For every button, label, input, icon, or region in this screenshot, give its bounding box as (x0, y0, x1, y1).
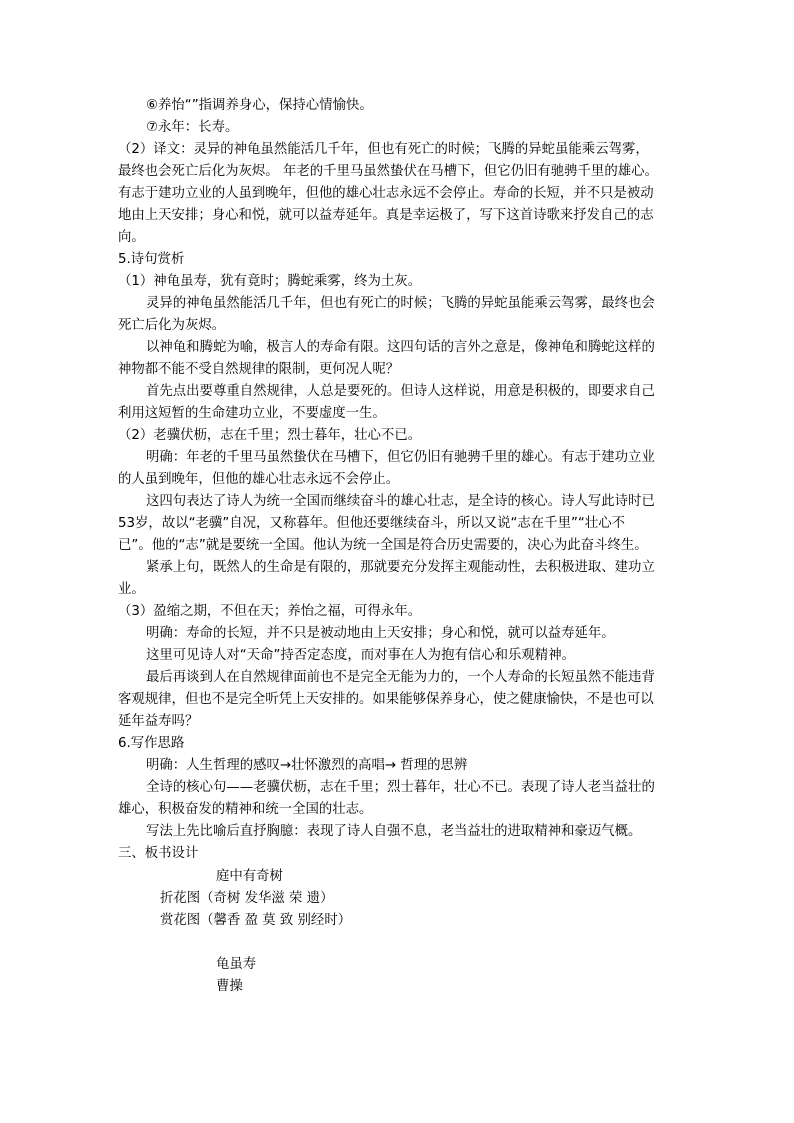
verse-1-paragraph-3b: 利用这短暂的生命建功立业，不要虚度一生。 (118, 406, 386, 421)
verse-1-paragraph-3a: 首先点出要尊重自然规律，人总是要死的。但诗人这样说，用意是积极的，即要求自己 (146, 384, 655, 399)
verse-1-paragraph-1a: 灵异的神龟虽然能活几千年，但也有死亡的时候；飞腾的异蛇虽能乘云驾雾，最终也会 (146, 296, 655, 311)
verse-1-heading: （1）神龟虽寿，犹有竟时；腾蛇乘雾，终为土灰。 (118, 274, 422, 289)
board-title: 庭中有奇树 (216, 869, 283, 884)
verse-3-paragraph-1: 明确：寿命的长短，并不只是被动地由上天安排；身心和悦，就可以益寿延年。 (146, 626, 615, 641)
verse-3-heading: （3）盈缩之期，不但在天；养怡之福，可得永年。 (118, 604, 422, 619)
verse-1-paragraph-2a: 以神龟和腾蛇为喻，极言人的寿命有限。这四句话的言外之意是，像神龟和腾蛇这样的 (146, 340, 655, 355)
verse-2-paragraph-1a: 明确：年老的千里马虽然蛰伏在马槽下，但它仍旧有驰骋千里的雄心。有志于建功立业 (146, 450, 655, 465)
verse-3-paragraph-2: 这里可见诗人对“天命”持否定态度，而对事在人为抱有信心和乐观精神。 (146, 648, 575, 663)
translation-line-5: 向。 (118, 230, 145, 245)
board-line-2: 赏花图（馨香 盈 莫 致 别经时） (160, 913, 352, 928)
board-line-1: 折花图（奇树 发华滋 荣 遗） (160, 891, 334, 906)
verse-2-heading: （2）老骥伏枥，志在千里；烈士暮年，壮心不已。 (118, 428, 422, 443)
verse-2-paragraph-2a: 这四句表达了诗人为统一全国而继续奋斗的雄心壮志，是全诗的核心。诗人写此诗时已 (146, 494, 655, 509)
note-line-6: ⑥养怡“”指调养身心，保持心情愉快。 (146, 98, 373, 113)
verse-1-paragraph-2b: 神物都不能不受自然规律的限制，更何况人呢？ (118, 362, 400, 377)
verse-3-paragraph-3c: 延年益寿吗？ (118, 714, 199, 729)
verse-2-paragraph-1b: 的人虽到晚年，但他的雄心壮志永远不会停止。 (118, 472, 400, 487)
next-poem-title: 龟虽寿 (216, 957, 257, 972)
verse-3-paragraph-3b: 客观规律，但也不是完全听凭上天安排的。如果能够保养身心，使之健康愉快，不是也可以 (118, 692, 654, 707)
next-poem-author: 曹操 (216, 979, 243, 994)
verse-3-paragraph-3a: 最后再谈到人在自然规律面前也不是完全无能为力的，一个人寿命的长短虽然不能违背 (146, 670, 655, 685)
writing-paragraph-1: 明确：人生哲理的感叹→壮怀激烈的高唱→ 哲理的思辨 (146, 758, 468, 773)
note-line-7: ⑦永年：长寿。 (146, 120, 239, 135)
verse-2-paragraph-2c: 已”。他的“志”就是要统一全国。他认为统一全国是符合历史需要的，决心为此奋斗终生。 (118, 538, 648, 553)
section-heading-writing: 6.写作思路 (118, 736, 185, 751)
section-heading-appreciation: 5.诗句赏析 (118, 252, 185, 267)
writing-paragraph-3: 写法上先比喻后直抒胸臆：表现了诗人自强不息，老当益壮的进取精神和豪迈气概。 (146, 824, 642, 839)
writing-paragraph-2a: 全诗的核心句——老骥伏枥，志在千里；烈士暮年，壮心不已。表现了诗人老当益壮的 (146, 780, 655, 795)
translation-line-2: 最终也会死亡后化为灰烬。 年老的千里马虽然蛰伏在马槽下，但它仍旧有驰骋千里的雄心。 (118, 164, 658, 179)
verse-1-paragraph-1b: 死亡后化为灰烬。 (118, 318, 226, 333)
translation-line-3: 有志于建功立业的人虽到晚年，但他的雄心壮志永远不会停止。寿命的长短，并不只是被动 (118, 186, 654, 201)
section-heading-board: 三、板书设计 (118, 846, 199, 861)
translation-line-4: 地由上天安排；身心和悦，就可以益寿延年。真是幸运极了，写下这首诗歌来抒发自己的志 (118, 208, 654, 223)
verse-2-paragraph-3a: 紧承上句，既然人的生命是有限的，那就要充分发挥主观能动性，去积极进取、建功立 (146, 560, 655, 575)
translation-line-1: （2）译文：灵异的神龟虽然能活几千年，但也有死亡的时候；飞腾的异蛇虽能乘云驾雾， (118, 142, 649, 157)
verse-2-paragraph-2b: 53岁，故以“老骥”自况，又称暮年。但他还要继续奋斗，所以又说“志在千里”“壮心不 (118, 516, 626, 531)
verse-2-paragraph-3b: 业。 (118, 582, 145, 597)
writing-paragraph-2b: 雄心，积极奋发的精神和统一全国的壮志。 (118, 802, 373, 817)
